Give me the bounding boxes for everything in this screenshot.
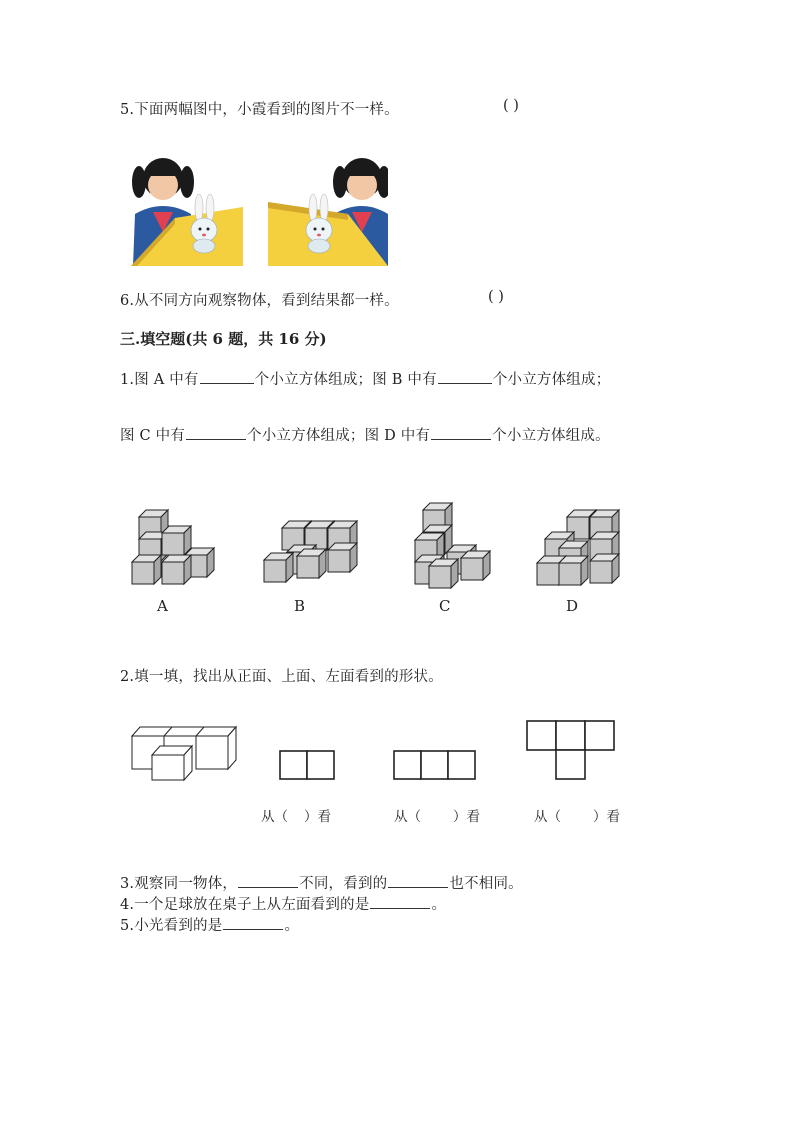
cube-a-6: [132, 555, 161, 584]
fill-3: [120, 872, 523, 893]
figure-label-b: B: [294, 597, 306, 615]
fill-5-text-b: 。: [284, 918, 300, 934]
answer-blank-g[interactable]: [370, 894, 430, 909]
fill-2-text: 2.填一填，找出从正面、上面、左面看到的形状。: [120, 669, 443, 685]
fill-1-line-1: [120, 368, 610, 389]
fill-1-text-d: 图 C 中有: [120, 428, 186, 444]
view-caption-2: [394, 805, 480, 825]
fill-1-text-c: 个小立方体组成；: [492, 372, 611, 388]
fill-1-text-a: 1.图 A 中有: [120, 372, 199, 388]
view-t-shape: [526, 720, 616, 780]
cube-d-8: [559, 556, 588, 585]
figure-label-a: A: [157, 597, 168, 615]
view-caption-3: [534, 805, 620, 825]
answer-blank-b[interactable]: [438, 369, 492, 384]
question-6-text: 6.从不同方向观察物体，看到结果都一样。: [120, 293, 399, 309]
view-caption-3-post: ）看: [593, 809, 620, 825]
question-5-answer-parens: ( ): [503, 98, 519, 114]
fill-1-text-f: 个小立方体组成。: [492, 428, 610, 444]
fill-1-line-2: [120, 424, 610, 445]
photo-girl-rabbit-front: [131, 152, 243, 266]
view-blank-3[interactable]: [562, 807, 592, 821]
view-blank-1[interactable]: [289, 807, 303, 821]
figure-label-c: C: [439, 597, 451, 615]
cube-a-5: [162, 555, 191, 584]
answer-blank-h[interactable]: [223, 915, 283, 930]
fill-1-text-b: 个小立方体组成；图 B 中有: [254, 372, 437, 388]
cube-d-4: [590, 554, 619, 583]
answer-blank-d[interactable]: [431, 425, 491, 440]
answer-blank-e[interactable]: [238, 873, 298, 888]
question-5-text: 5.下面两幅图中，小霞看到的图片不一样。: [120, 102, 399, 118]
figure-label-d: D: [566, 597, 579, 615]
answer-blank-c[interactable]: [186, 425, 246, 440]
view-caption-2-post: ）看: [453, 809, 480, 825]
question-5: [120, 98, 399, 119]
view-caption-1-post: ）看: [304, 809, 331, 825]
cube-figures: [125, 500, 645, 595]
answer-blank-f[interactable]: [388, 873, 448, 888]
cube-b-6: [264, 553, 293, 582]
fill-3-text-b: 不同，看到的: [299, 876, 388, 892]
fill-3-text-c: 也不相同。: [449, 876, 523, 892]
view-two-squares: [279, 750, 336, 781]
fill-4-text-a: 4.一个足球放在桌子上从左面看到的是: [120, 897, 370, 913]
cube-b-7: [297, 549, 326, 578]
fill-5-text-a: 5.小光看到的是: [120, 918, 223, 934]
view-caption-1: [261, 805, 331, 825]
fill-1-text-e: 个小立方体组成；图 D 中有: [247, 428, 431, 444]
view-blank-2[interactable]: [422, 807, 452, 821]
view-caption-1-pre: 从（: [261, 809, 288, 825]
section-title: 三.填空题(共 6 题，共 16 分): [120, 330, 327, 348]
cube-a-3: [162, 526, 191, 555]
answer-blank-a[interactable]: [200, 369, 254, 384]
solid-shape-3d: [126, 724, 240, 784]
view-caption-2-pre: 从（: [394, 809, 421, 825]
view-caption-3-pre: 从（: [534, 809, 561, 825]
fill-5: [120, 914, 299, 935]
cube-b-4: [328, 543, 357, 572]
fill-4: [120, 893, 446, 914]
photo-girl-rabbit-back: [268, 152, 388, 266]
fill-3-text-a: 3.观察同一物体，: [120, 876, 238, 892]
question-6-answer-parens: ( ): [488, 289, 504, 305]
fill-4-text-b: 。: [431, 897, 447, 913]
cube-c-6: [461, 551, 490, 580]
cube-c-7: [429, 559, 458, 588]
view-three-squares: [393, 750, 477, 781]
question-6: [120, 289, 399, 310]
